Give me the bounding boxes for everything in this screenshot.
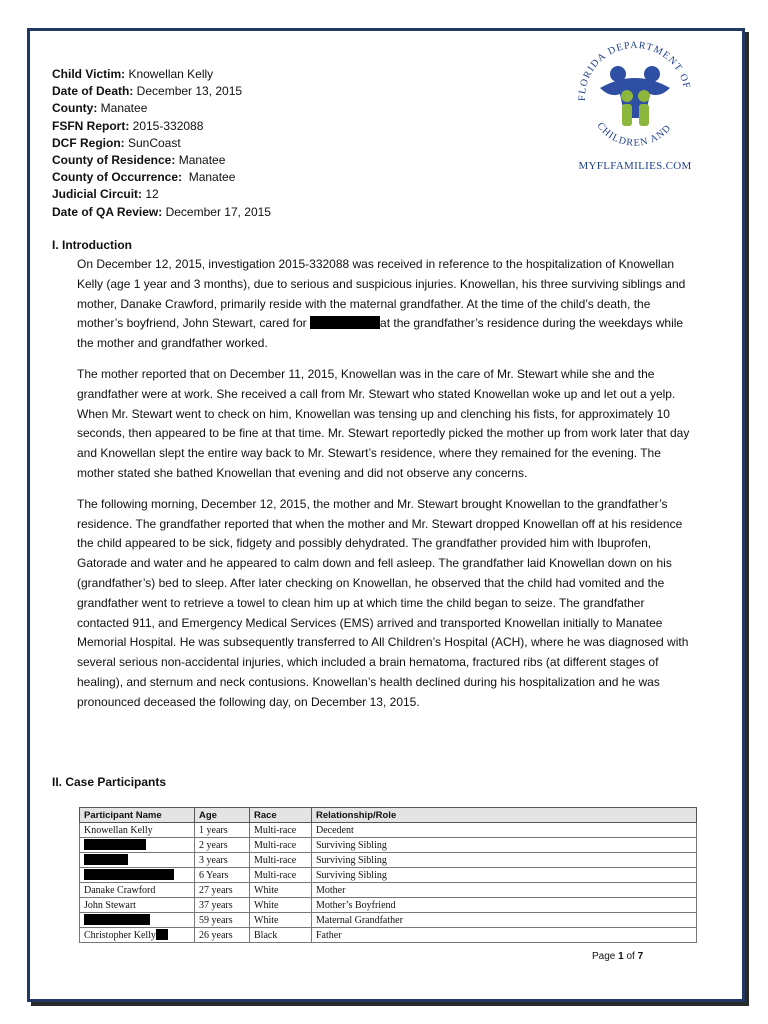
- table-row: [80, 883, 697, 898]
- table-row: [80, 823, 697, 838]
- table-row: [80, 838, 697, 853]
- participant-race: Multi-race: [250, 853, 312, 868]
- participant-role: Mother: [312, 883, 697, 898]
- participant-race: White: [250, 883, 312, 898]
- participant-role: Decedent: [312, 823, 697, 838]
- participant-name: Christopher Kelly: [84, 930, 156, 941]
- participant-name-cell: [80, 823, 195, 838]
- redaction-box: [310, 316, 380, 329]
- participants-table-body: [80, 823, 697, 943]
- participant-age: 1 years: [195, 823, 250, 838]
- header-fsfn-report: FSFN Report: 2015-332088: [52, 118, 204, 133]
- header-county-of-residence: County of Residence: Manatee: [52, 153, 226, 168]
- header-county-of-occurrence: County of Occurrence: Manatee: [52, 170, 236, 185]
- participant-role: Father: [312, 928, 697, 943]
- table-header-row: [80, 808, 697, 823]
- participant-race: Black: [250, 928, 312, 943]
- participants-heading: II. Case Participants: [52, 775, 167, 789]
- redaction-box: [84, 869, 174, 880]
- intro-paragraph-3: The following morning, December 12, 2015, the mother and Mr. Stewart brought Knowellan to the grandfather’s residence. The grandfather reported that when the mother and Mr. Stewart dropped Knowellan off at his residence the child appeared to be sick, fidgety and possibly dehydrated. The grandfather provided him with Ibuprofen, Gatorade and water and he appeared to calm down and fell asleep. The grandfather laid Knowellan down on his (grandfather’s) bed to sleep. After later checking on Knowellan, he observed that the child had vomited and the grandfather went to retrieve a towel to clean him up at which time the child began to seize. The grandfather contacted 911, and Emergency Medical Services (EMS) arrived and transported Knowellan initially to Manatee Memorial Hospital. He was subsequently transferred to All Children’s Hospital (ACH), where he was diagnosed with several serious non-accidental injuries, which included a brain hematoma, fractured ribs (at different stages of healing), and sternum and neck contusions. Knowellan’s health declined during his hospitalization and he was pronounced deceased the following day, on December 13, 2015.: [77, 496, 689, 709]
- redaction-box: [84, 914, 150, 925]
- header-dcf-region: DCF Region: SunCoast: [52, 135, 181, 150]
- participant-race: White: [250, 898, 312, 913]
- participants-table: [79, 807, 697, 943]
- header-county: County: Manatee: [52, 101, 148, 116]
- participant-role: Surviving Sibling: [312, 868, 697, 883]
- participant-name: Danake Crawford: [84, 884, 156, 896]
- participant-name-cell: [80, 883, 195, 898]
- col-header-race: Race: [250, 808, 312, 823]
- participant-name: Knowellan Kelly: [84, 824, 153, 836]
- participant-age: 3 years: [195, 853, 250, 868]
- participant-name-cell: [80, 898, 195, 913]
- participant-name: John Stewart: [84, 899, 136, 911]
- participant-role: Mother’s Boyfriend: [312, 898, 697, 913]
- dcf-logo: [570, 38, 700, 178]
- intro-heading: I. Introduction: [52, 238, 132, 252]
- participant-name-cell: [80, 913, 195, 928]
- logo-website: MYFLFAMILIES.COM: [578, 160, 692, 172]
- header-judicial-circuit: Judicial Circuit: 12: [52, 187, 159, 202]
- participant-role: Maternal Grandfather: [312, 913, 697, 928]
- participant-age: 37 years: [195, 898, 250, 913]
- participant-race: Multi-race: [250, 868, 312, 883]
- intro-paragraph-1: On December 12, 2015, investigation 2015-332088 was received in reference to the hospitalization of Knowellan Kelly (age 1 year and 3 months), due to serious and suspicious injuries. Knowellan, his three surviving siblings and mother, Danake Crawford, primarily reside with the maternal grandfather. At the time of the child’s death, the mother’s boyfriend, John Stewart, cared for at the grandfather’s residence during the weekdays while the mother and grandfather worked.: [77, 257, 686, 351]
- table-row: [80, 898, 697, 913]
- col-header-name: Participant Name: [80, 808, 195, 823]
- table-row: [80, 928, 697, 943]
- header-date-of-death: Date of Death: December 13, 2015: [52, 84, 243, 99]
- intro-paragraph-2: The mother reported that on December 11, 2015, Knowellan was in the care of Mr. Stewart while she and the grandfather were at work. She received a call from Mr. Stewart who stated Knowellan woke up and let out a yelp. When Mr. Stewart went to check on him, Knowellan was tensing up and clenching his fists, for approximately 10 seconds, then appeared to be fine at that time. Mr. Stewart reportedly picked the mother up from work later that day and Knowellan slept the entire way back to Mr. Stewart’s residence, where they remained for the evening. The mother stated she bathed Knowellan that evening and did not observe any concerns.: [77, 366, 690, 480]
- participant-name-cell: [80, 868, 195, 883]
- participant-age: 2 years: [195, 838, 250, 853]
- dcf-seal-icon: [570, 38, 700, 160]
- redaction-box: [156, 929, 168, 940]
- redaction-box: [84, 854, 128, 865]
- participant-age: 59 years: [195, 913, 250, 928]
- redaction-box: [84, 839, 146, 850]
- participant-age: 27 years: [195, 883, 250, 898]
- participant-name-cell: [80, 853, 195, 868]
- table-row: [80, 868, 697, 883]
- page-number: Page 1 of 7: [592, 951, 644, 962]
- intro-body: [77, 255, 697, 713]
- participant-race: White: [250, 913, 312, 928]
- logo-arc-text-bottom: CHILDREN AND: [594, 120, 674, 149]
- participant-role: Surviving Sibling: [312, 838, 697, 853]
- participant-name-cell: [80, 838, 195, 853]
- participant-age: 26 years: [195, 928, 250, 943]
- header-child-victim: Child Victim: Knowellan Kelly: [52, 67, 214, 81]
- participant-race: Multi-race: [250, 838, 312, 853]
- logo-arc-text: FLORIDA DEPARTMENT OF: [576, 40, 693, 102]
- case-header: [52, 66, 372, 221]
- participant-age: 6 Years: [195, 868, 250, 883]
- participant-name-cell: [80, 928, 195, 943]
- header-qa-review-date: Date of QA Review: December 17, 2015: [52, 204, 271, 219]
- table-row: [80, 853, 697, 868]
- col-header-role: Relationship/Role: [312, 808, 697, 823]
- participant-race: Multi-race: [250, 823, 312, 838]
- table-row: [80, 913, 697, 928]
- participant-role: Surviving Sibling: [312, 853, 697, 868]
- col-header-age: Age: [195, 808, 250, 823]
